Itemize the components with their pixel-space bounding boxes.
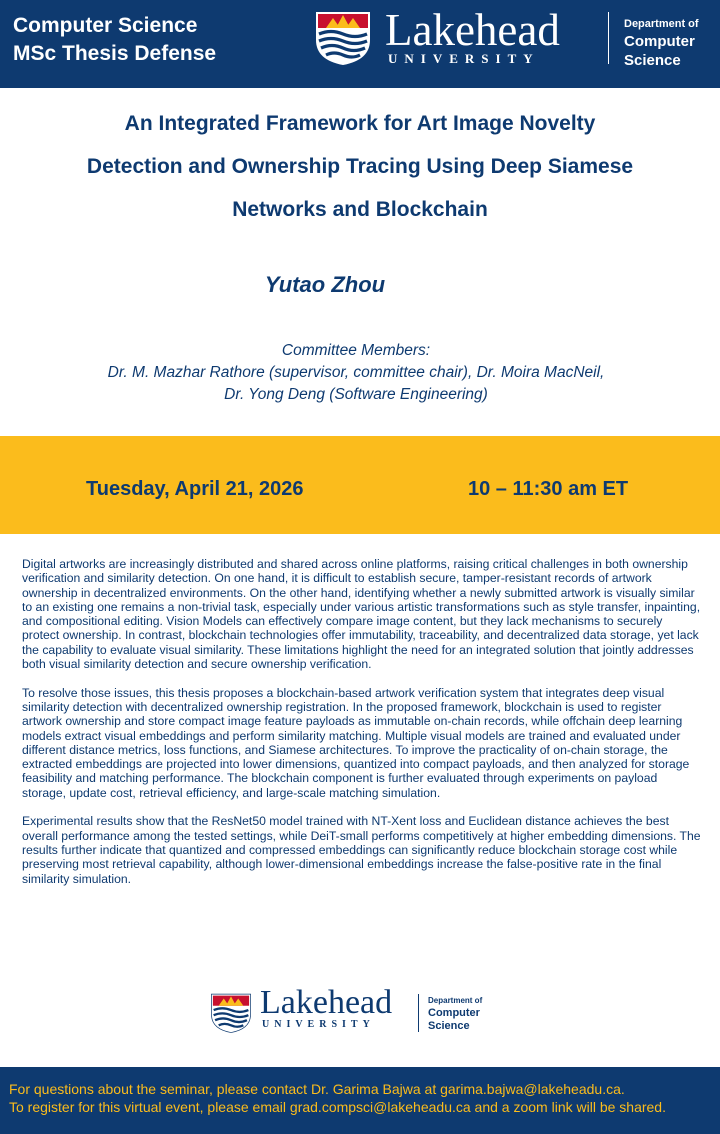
bottom-dept-label: Department of [428,996,483,1005]
bottom-crest-icon [210,992,252,1034]
event-type-line-1: Computer Science [13,14,198,37]
footer-contact-line: For questions about the seminar, please contact Dr. Garima Bajwa at garima.bajwa@lakeheadu.ca. [9,1081,625,1097]
header-logo-divider [608,12,609,64]
committee-members [0,340,712,406]
bottom-dept-name [428,1007,480,1033]
header-dept-line-1: Computer [624,33,695,50]
bottom-logo-divider [418,994,419,1032]
university-crest-icon [314,10,372,66]
committee-label: Committee Members: [281,342,431,359]
thesis-title [0,102,720,231]
committee-line-1: Dr. M. Mazhar Rathore (supervisor, committee chair), Dr. Moira MacNeil, [107,364,605,381]
footer-register-line: To register for this virtual event, please email grad.compsci@lakeheadu.ca and a zoom link will be shared. [9,1099,666,1115]
abstract-paragraph-1: Digital artworks are increasingly distributed and shared across online platforms, raising critical challenges in both ownership verification and similarity detection. On one hand, it is difficult to establish secure, tamper-resistant records of artwork ownership in decentralized environments. On the other hand, identifying whether a newly submitted artwork is visually similar to an existing one remains a non-trivial task, especially under various artistic transformations such as style transfer, inpainting, and compositional editing. Vision Models can effectively compare image content, but they lack mechanisms to securely protect ownership. In contrast, blockchain technologies offer immutability, traceability, and decentralized data storage, yet lack the capability to evaluate visual similarity. These limitations highlight the need for an integrated solution that jointly addresses both visual similarity detection and secure ownership verification. [22,557,701,672]
bottom-logo [210,984,500,1036]
committee-line-2: Dr. Yong Deng (Software Engineering) [224,386,488,403]
header-dept-label: Department of [624,18,699,30]
header-logo-wordmark: Lakehead [385,5,560,55]
bottom-dept-line-1: Computer [428,1007,480,1019]
thesis-title-line-1: An Integrated Framework for Art Image Novelty [124,112,596,135]
thesis-title-line-2: Detection and Ownership Tracing Using Deep Siamese [86,155,634,178]
header-logo-university: UNIVERSITY [388,51,540,66]
abstract-paragraph-2: To resolve those issues, this thesis proposes a blockchain-based artwork verification system that integrates deep visual similarity detection with decentralized ownership registration. In the proposed framework, blockchain is used to register artwork ownership and store compact image feature payloads as immutable on-chain records, while offchain deep learning models extract visual embeddings and perform similarity matching. Multiple visual models are trained and evaluated under different distance metrics, loss functions, and Siamese architectures. To improve the practicality of on-chain storage, the extracted embeddings are projected into lower dimensions, quantized into compact payloads, and then analyzed for storage feasibility and matching performance. The blockchain component is further evaluated through experiments on payload storage, update cost, retrieval efficiency, and large-scale matching simulation. [22,685,690,800]
abstract [22,557,702,900]
bottom-logo-university: UNIVERSITY [262,1019,375,1030]
event-date: Tuesday, April 21, 2026 [86,478,304,500]
bottom-logo-wordmark: Lakehead [260,984,393,1021]
author-name: Yutao Zhou [264,272,386,297]
header-dept-name [624,32,695,70]
event-type-title [13,12,216,68]
event-time: 10 – 11:30 am ET [468,478,629,500]
abstract-paragraph-3: Experimental results show that the ResNet50 model trained with NT-Xent loss and Euclidean distance achieves the best overall performance among the tested settings, while DeiT-small performs competitively at higher embedding dimensions. The results further indicate that quantized and compressed embeddings can significantly reduce blockchain storage cost while preserving most retrieval capability, although lower-dimensional embeddings increase the false-positive rate in the final similarity simulation. [22,814,701,886]
bottom-dept-line-2: Science [428,1020,470,1032]
thesis-title-line-3: Networks and Blockchain [232,198,488,221]
header-dept-line-2: Science [624,52,681,69]
event-type-line-2: MSc Thesis Defense [13,42,217,65]
